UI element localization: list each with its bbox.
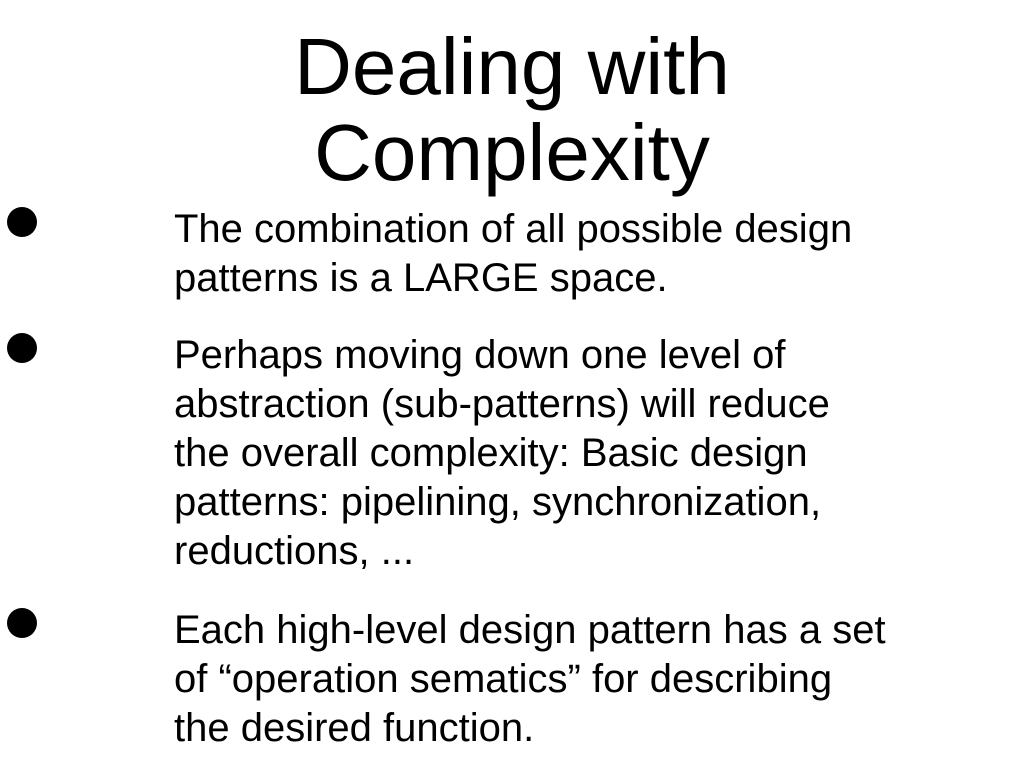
bullet-text: Perhaps moving down one level of abstraction (sub-patterns) will reduce the overall complexity: Basic design patterns: pipelining, synchronization, reductions, ... <box>174 333 830 573</box>
slide-title <box>0 24 1024 196</box>
slide-title-line: Complexity <box>314 108 710 197</box>
bullet-dot-icon <box>7 333 37 363</box>
bullet-text: The combination of all possible design patterns is a LARGE space. <box>174 207 853 300</box>
bullet-dot-icon <box>7 608 37 638</box>
slide-title-line: Dealing with <box>294 22 730 111</box>
bullet-dot-icon <box>7 207 37 237</box>
bullet-text: Each high-level design pattern has a set of “operation sematics” for describing the desired function. <box>174 608 886 750</box>
